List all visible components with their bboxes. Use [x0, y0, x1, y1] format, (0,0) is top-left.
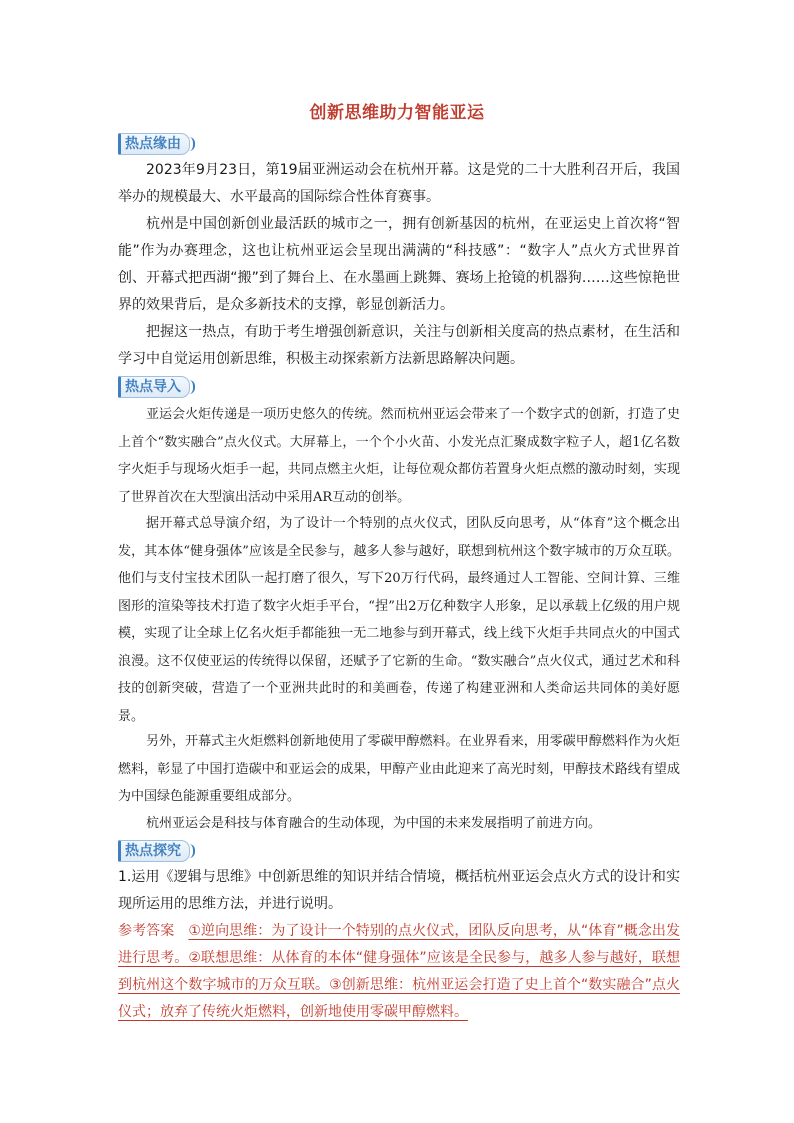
reference-answer	[118, 918, 680, 1026]
intro-paragraph-1: 亚运会火炬传递是一项历史悠久的传统。然而杭州亚运会带来了一个数字式的创新，打造了史上首个“数实融合”点火仪式。大屏幕上，一个个小火苗、小发光点汇聚成数字粒子人，超1亿名数字火炬手与现场火炬手一起，共同点燃主火炬，让每位观众都仿若置身火炬点燃的激动时刻，实现了世界首次在大型演出活动中采用AR互动的创举。	[118, 407, 680, 505]
answer-text: ①逆向思维：为了设计一个特别的点火仪式，团队反向思考，从“体育”概念出发进行思考。②联想思维：从体育的本体“健身强体”应该是全民参与，越多人参与越好，联想到杭州这个数字城市的万众互联。③创新思维：杭州亚运会打造了史上首个“数实融合”点火仪式；放弃了传统火炬燃料，创新地使用零碳甲醇燃料。	[118, 923, 680, 1020]
intro-paragraph-2: 据开幕式总导演介绍，为了设计一个特别的点火仪式，团队反向思考，从“体育”这个概念出发，其本体“健身强体”应该是全民参与，越多人参与越好，联想到杭州这个数字城市的万众互联。他们与支付宝技术团队一起打磨了很久，写下20万行代码，最终通过人工智能、空间计算、三维图形的渲染等技术打造了数字火炬手平台，“捏”出2万亿种数字人形象，足以承载上亿级的用户规模，实现了让全球上亿名火炬手都能独一无二地参与到开幕式，线上线下火炬手共同点火的中国式浪漫。这不仅使亚运的传统得以保留，还赋予了它新的生命。“数实融合”点火仪式，通过艺术和科技的创新突破，营造了一个亚洲共此时的和美画卷，传递了构建亚洲和人类命运共同体的美好愿景。	[118, 516, 680, 724]
background-paragraph-1: 2023年9月23日，第19届亚洲运动会在杭州开幕。这是党的二十大胜利召开后，我国举办的规模最大、水平最高的国际综合性体育赛事。	[118, 162, 680, 205]
section-tag-background: 热点缘由	[118, 133, 190, 155]
page-title: 创新思维助力智能亚运	[309, 103, 485, 123]
intro-paragraph-4: 杭州亚运会是科技与体育融合的生动体现，为中国的未来发展指明了前进方向。	[146, 816, 602, 831]
intro-paragraph-3: 另外，开幕式主火炬燃料创新地使用了零碳甲醇燃料。在业界看来，用零碳甲醇燃料作为火炬燃料，彰显了中国打造碳中和亚运会的成果，甲醇产业由此迎来了高光时刻，甲醇技术路线有望成为中国绿色能源重要组成部分。	[118, 734, 680, 804]
question-text: 1.运用《逻辑与思维》中创新思维的知识并结合情境，概括杭州亚运会点火方式的设计和实现所运用的思维方法，并进行说明。	[118, 869, 680, 912]
background-paragraph-3: 把握这一热点，有助于考生增强创新意识，关注与创新相关度高的热点素材，在生活和学习中自觉运用创新思维，积极主动探索新方法新思路解决问题。	[118, 324, 680, 367]
section-tag-explore: 热点探究	[118, 840, 190, 862]
section-tag-intro: 热点导入	[118, 376, 190, 398]
background-paragraph-2: 杭州是中国创新创业最活跃的城市之一，拥有创新基因的杭州，在亚运史上首次将“智能”作为办赛理念，这也让杭州亚运会呈现出满满的“科技感”：“数字人”点火方式世界首创、开幕式把西湖“搬”到了舞台上、在水墨画上跳舞、赛场上抢镜的机器狗……这些惊艳世界的效果背后，是众多新技术的支撑，彰显创新活力。	[118, 216, 680, 313]
answer-label: 参考答案	[118, 923, 175, 939]
